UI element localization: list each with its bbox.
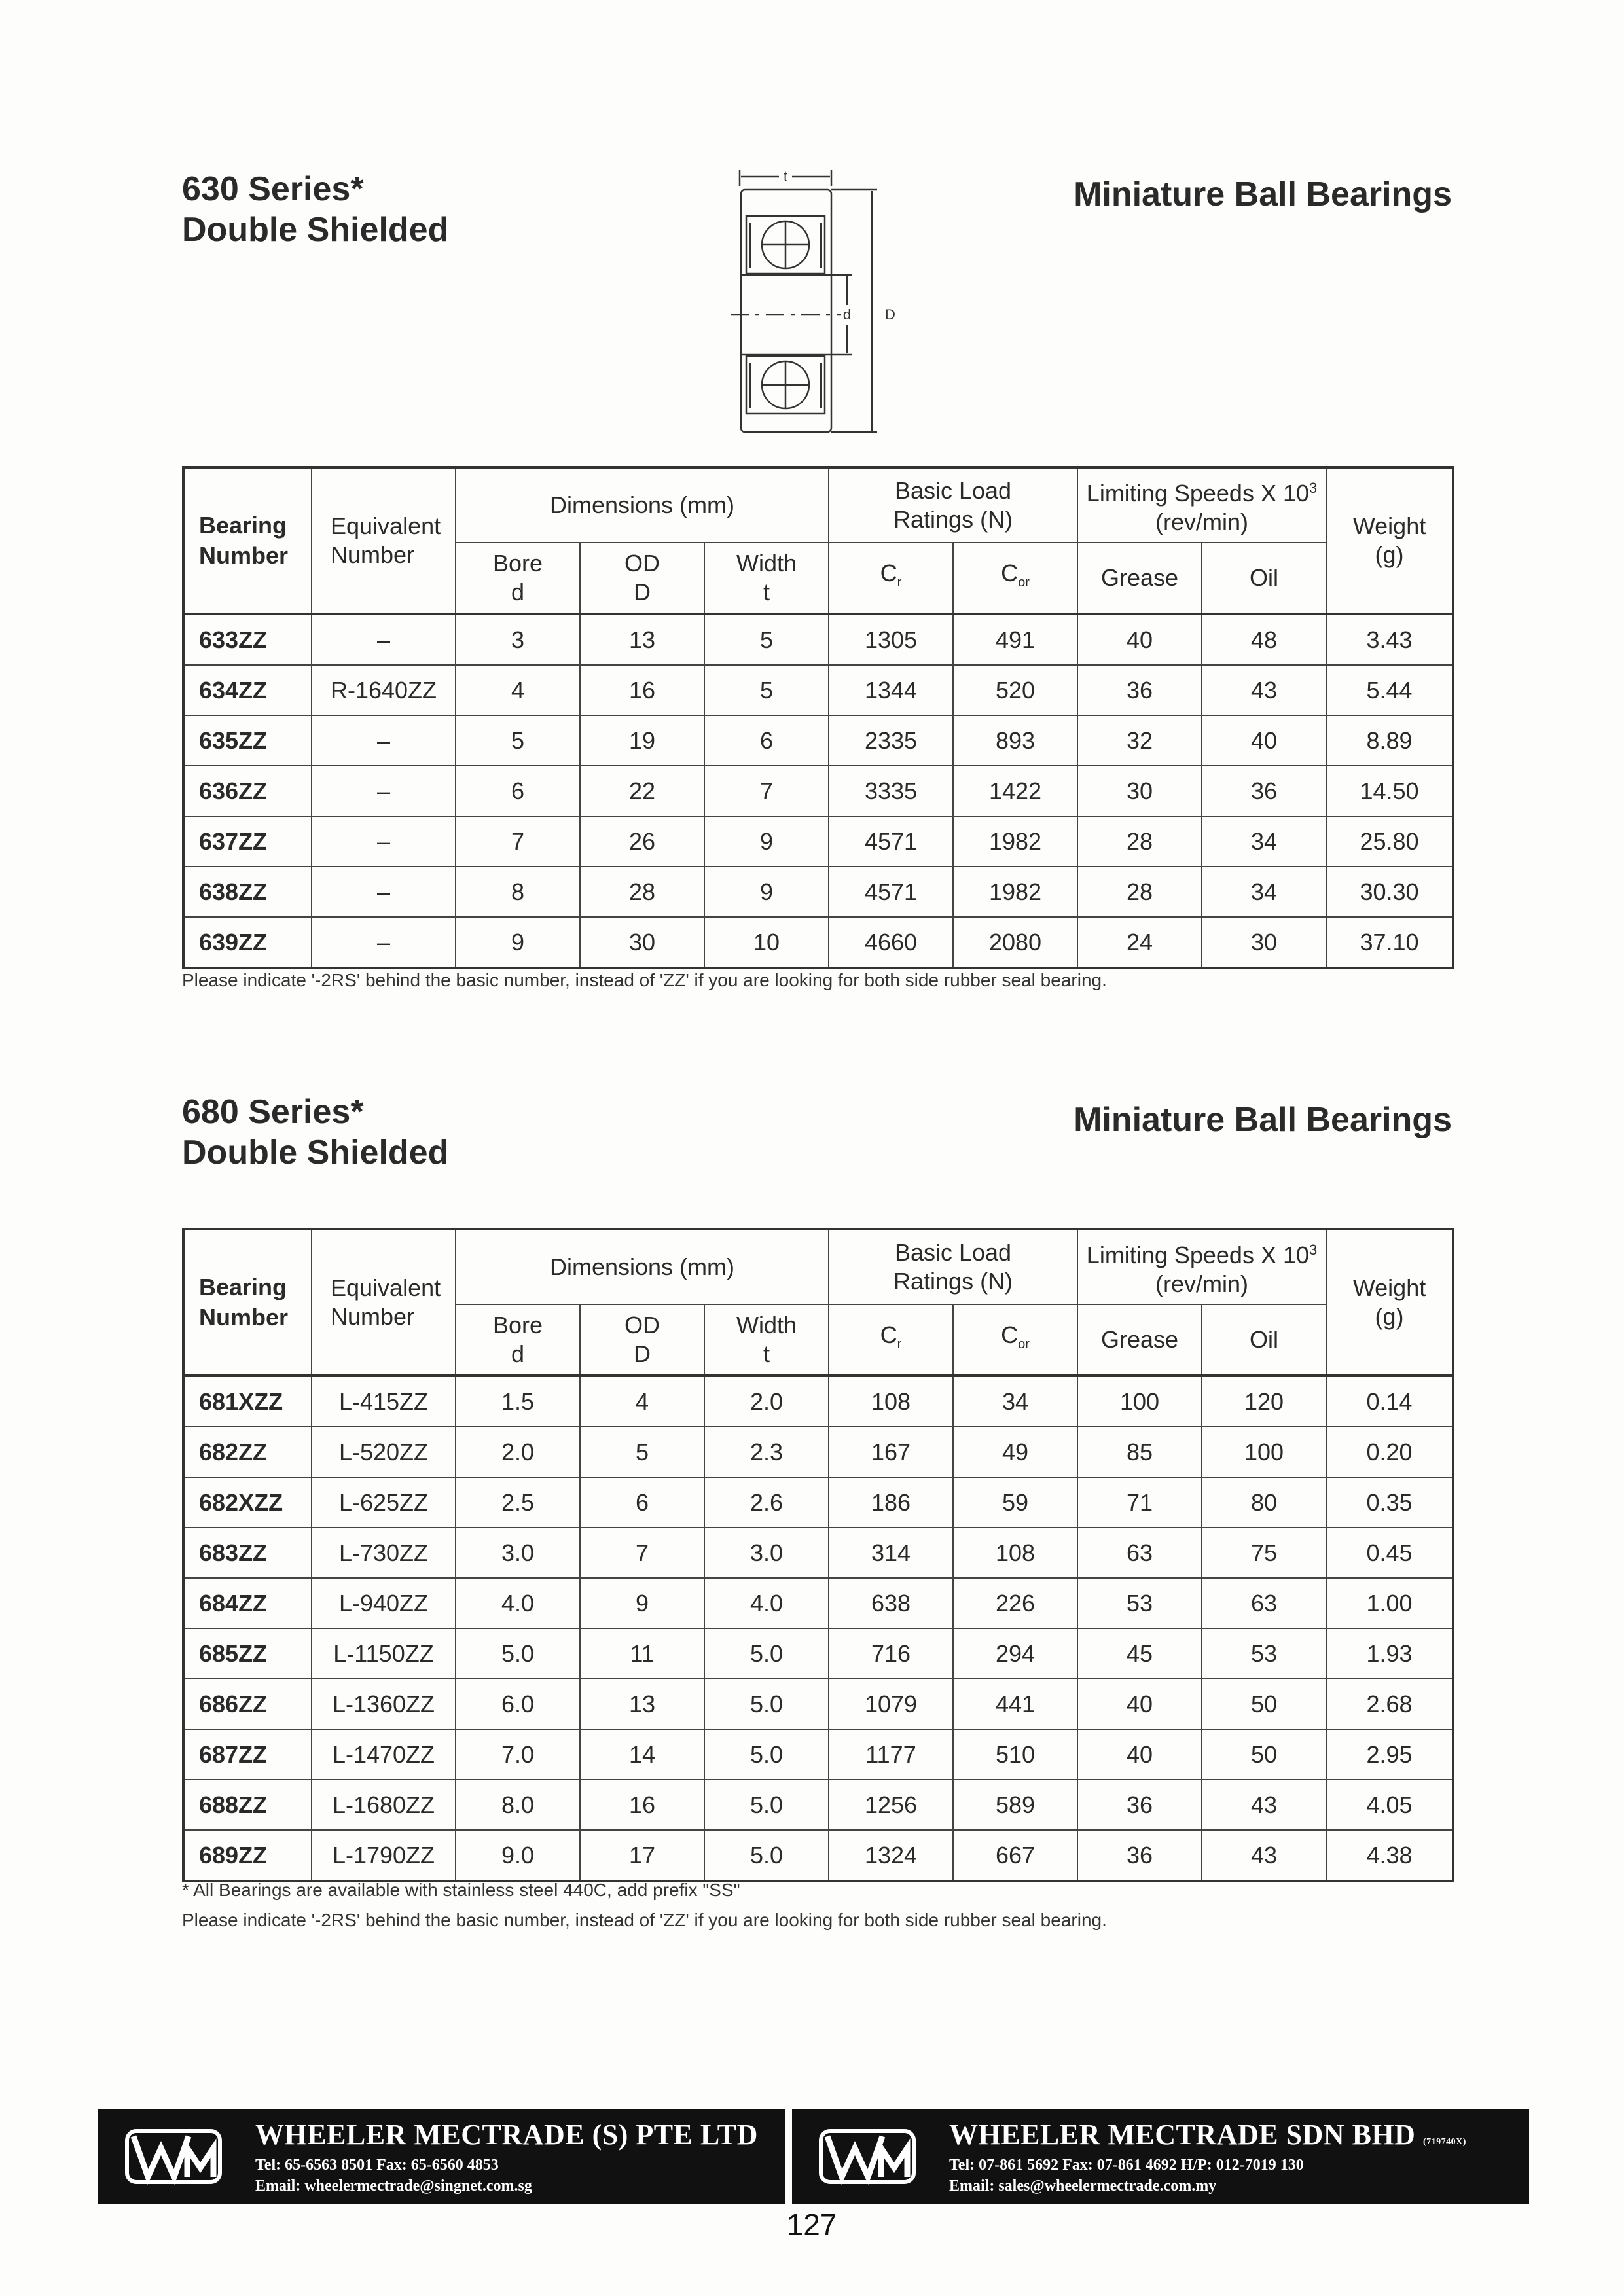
cell-bearing-number: 636ZZ	[183, 766, 312, 816]
header-limiting-speeds: Limiting Speeds X $10^3$ (rev/min)	[1077, 1229, 1326, 1304]
cell-grease: 32	[1077, 715, 1202, 766]
cell-cor: 49	[953, 1427, 1077, 1477]
cell-cr: 167	[829, 1427, 953, 1477]
header-cr: $C_r$	[829, 543, 953, 614]
contact-line-tel-fax: Tel: 07-861 5692 Fax: 07-861 4692 H/P: 012-7019 130	[949, 2157, 1304, 2174]
cell-width: 5	[704, 665, 829, 715]
header-bearing-number: Bearing Number	[183, 1229, 312, 1376]
cell-weight: 5.44	[1326, 665, 1453, 715]
cell-width: 5.0	[704, 1679, 829, 1729]
cell-oil: 34	[1202, 867, 1326, 917]
header-oil: Oil	[1202, 543, 1326, 614]
cell-oil: 43	[1202, 665, 1326, 715]
cell-od: 19	[580, 715, 704, 766]
cell-equivalent-number: –	[312, 816, 456, 867]
table-row	[183, 1528, 1453, 1578]
cell-cr: 1256	[829, 1780, 953, 1830]
cell-bearing-number: 687ZZ	[183, 1729, 312, 1780]
cell-width: 5	[704, 614, 829, 665]
cell-equivalent-number: L-415ZZ	[312, 1376, 456, 1427]
cell-cr: 638	[829, 1578, 953, 1628]
wheeler-mectrade-logo-icon	[124, 2122, 223, 2191]
cell-od: 30	[580, 917, 704, 968]
footer-malaysia	[792, 2109, 1479, 2204]
cell-grease: 85	[1077, 1427, 1202, 1477]
company-registration: (719740X)	[1422, 2137, 1466, 2147]
cell-cr: 3335	[829, 766, 953, 816]
header-cor: $C_{or}$	[953, 1304, 1077, 1376]
cell-cr: 4660	[829, 917, 953, 968]
cell-bearing-number: 634ZZ	[183, 665, 312, 715]
series-title-line2: Double Shielded	[182, 211, 449, 249]
cell-bearing-number: 689ZZ	[183, 1830, 312, 1881]
header-basic-load: Basic Load Ratings (N)	[829, 467, 1077, 543]
cell-grease: 45	[1077, 1628, 1202, 1679]
cell-bearing-number: 682ZZ	[183, 1427, 312, 1477]
header-dimensions: Dimensions (mm)	[456, 467, 829, 543]
cell-bearing-number: 681XZZ	[183, 1376, 312, 1427]
cell-cor: 34	[953, 1376, 1077, 1427]
footer-divider	[785, 2109, 792, 2204]
cell-width: 5.0	[704, 1780, 829, 1830]
header-cr: $C_r$	[829, 1304, 953, 1376]
table-row	[183, 1578, 1453, 1628]
cell-oil: 34	[1202, 816, 1326, 867]
cell-weight: 25.80	[1326, 816, 1453, 867]
note-rubber-seal-630: Please indicate '-2RS' behind the basic number, instead of 'ZZ' if you are looking for both side rubber seal bearing.	[182, 970, 1107, 990]
cell-weight: 30.30	[1326, 867, 1453, 917]
cell-equivalent-number: R-1640ZZ	[312, 665, 456, 715]
cell-bore: 2.0	[456, 1427, 580, 1477]
cell-grease: 63	[1077, 1528, 1202, 1578]
cell-equivalent-number: L-1470ZZ	[312, 1729, 456, 1780]
cell-width: 5.0	[704, 1628, 829, 1679]
cell-cor: 2080	[953, 917, 1077, 968]
cell-bore: 4.0	[456, 1578, 580, 1628]
cell-grease: 40	[1077, 1729, 1202, 1780]
cell-bore: 7.0	[456, 1729, 580, 1780]
category-title-630: Miniature Ball Bearings	[1074, 175, 1452, 213]
cell-width: 5.0	[704, 1729, 829, 1780]
cell-od: 22	[580, 766, 704, 816]
cell-oil: 40	[1202, 715, 1326, 766]
contact-line-email: Email: wheelermectrade@singnet.com.sg	[255, 2178, 532, 2195]
cell-grease: 53	[1077, 1578, 1202, 1628]
wheeler-mectrade-logo-icon	[818, 2122, 916, 2191]
cell-oil: 36	[1202, 766, 1326, 816]
cell-bearing-number: 685ZZ	[183, 1628, 312, 1679]
cell-bore: 6.0	[456, 1679, 580, 1729]
cell-cor: 491	[953, 614, 1077, 665]
header-dimensions: Dimensions (mm)	[456, 1229, 829, 1304]
cell-width: 2.0	[704, 1376, 829, 1427]
cell-equivalent-number: L-1150ZZ	[312, 1628, 456, 1679]
cell-width: 9	[704, 816, 829, 867]
cell-weight: 2.68	[1326, 1679, 1453, 1729]
cell-width: 4.0	[704, 1578, 829, 1628]
cell-bearing-number: 686ZZ	[183, 1679, 312, 1729]
cell-cor: 510	[953, 1729, 1077, 1780]
header-od: OD D	[580, 543, 704, 614]
table-row	[183, 1729, 1453, 1780]
cell-equivalent-number: –	[312, 715, 456, 766]
table-row	[183, 1427, 1453, 1477]
cell-oil: 75	[1202, 1528, 1326, 1578]
cell-od: 13	[580, 614, 704, 665]
cell-equivalent-number: –	[312, 867, 456, 917]
cell-bore: 3	[456, 614, 580, 665]
cell-od: 28	[580, 867, 704, 917]
contact-line-email: Email: sales@wheelermectrade.com.my	[949, 2178, 1217, 2195]
cell-oil: 43	[1202, 1780, 1326, 1830]
cell-oil: 120	[1202, 1376, 1326, 1427]
cell-bore: 6	[456, 766, 580, 816]
cell-equivalent-number: L-940ZZ	[312, 1578, 456, 1628]
cell-weight: 37.10	[1326, 917, 1453, 968]
cell-cr: 1079	[829, 1679, 953, 1729]
series-title-line1: 680 Series*	[182, 1093, 364, 1131]
cell-cor: 294	[953, 1628, 1077, 1679]
cell-cr: 4571	[829, 867, 953, 917]
diagram-label-D: D	[885, 306, 895, 323]
cell-grease: 28	[1077, 867, 1202, 917]
cell-bore: 1.5	[456, 1376, 580, 1427]
cell-bore: 9	[456, 917, 580, 968]
cell-grease: 36	[1077, 1830, 1202, 1881]
spec-table-680	[182, 1228, 1454, 1882]
contact-info-my	[949, 2155, 1304, 2197]
cell-od: 13	[580, 1679, 704, 1729]
cell-cor: 589	[953, 1780, 1077, 1830]
note-rubber-seal-680: Please indicate '-2RS' behind the basic number, instead of 'ZZ' if you are looking for both side rubber seal bearing.	[182, 1910, 1107, 1930]
cell-bearing-number: 637ZZ	[183, 816, 312, 867]
cell-width: 9	[704, 867, 829, 917]
cell-bore: 3.0	[456, 1528, 580, 1578]
series-title-line2: Double Shielded	[182, 1134, 449, 1172]
cell-cor: 59	[953, 1477, 1077, 1528]
cell-grease: 71	[1077, 1477, 1202, 1528]
cell-oil: 53	[1202, 1628, 1326, 1679]
cell-bore: 7	[456, 816, 580, 867]
cell-equivalent-number: L-1790ZZ	[312, 1830, 456, 1881]
cell-bearing-number: 683ZZ	[183, 1528, 312, 1578]
cell-cr: 1305	[829, 614, 953, 665]
cell-weight: 14.50	[1326, 766, 1453, 816]
header-cor: $C_{or}$	[953, 543, 1077, 614]
header-limiting-speeds: Limiting Speeds X $10^3$ (rev/min)	[1077, 467, 1326, 543]
cell-cor: 1422	[953, 766, 1077, 816]
cell-cor: 893	[953, 715, 1077, 766]
cell-cor: 226	[953, 1578, 1077, 1628]
cell-cr: 1177	[829, 1729, 953, 1780]
cell-grease: 24	[1077, 917, 1202, 968]
cell-equivalent-number: L-1680ZZ	[312, 1780, 456, 1830]
cell-width: 10	[704, 917, 829, 968]
cell-bore: 2.5	[456, 1477, 580, 1528]
table-body-680	[183, 1376, 1453, 1881]
cell-cor: 1982	[953, 816, 1077, 867]
cell-od: 26	[580, 816, 704, 867]
cell-bearing-number: 633ZZ	[183, 614, 312, 665]
header-equivalent-number: Equivalent Number	[312, 1229, 456, 1376]
cell-weight: 0.14	[1326, 1376, 1453, 1427]
cell-cr: 716	[829, 1628, 953, 1679]
cell-grease: 30	[1077, 766, 1202, 816]
cell-width: 5.0	[704, 1830, 829, 1881]
table-row	[183, 1780, 1453, 1830]
cell-bearing-number: 635ZZ	[183, 715, 312, 766]
cell-od: 9	[580, 1578, 704, 1628]
cell-weight: 2.95	[1326, 1729, 1453, 1780]
cell-oil: 50	[1202, 1729, 1326, 1780]
cell-bearing-number: 682XZZ	[183, 1477, 312, 1528]
cell-od: 16	[580, 665, 704, 715]
cell-cr: 314	[829, 1528, 953, 1578]
header-weight: Weight (g)	[1326, 467, 1453, 614]
header-weight: Weight (g)	[1326, 1229, 1453, 1376]
cell-cr: 4571	[829, 816, 953, 867]
page-number: 127	[786, 2208, 837, 2242]
cell-bore: 5	[456, 715, 580, 766]
cell-grease: 36	[1077, 1780, 1202, 1830]
cell-equivalent-number: L-730ZZ	[312, 1528, 456, 1578]
series-title-line1: 630 Series*	[182, 170, 364, 208]
cell-equivalent-number: –	[312, 766, 456, 816]
header-bore: Bore d	[456, 1304, 580, 1376]
company-footer	[98, 2109, 1529, 2204]
cell-cor: 441	[953, 1679, 1077, 1729]
header-bearing-number: Bearing Number	[183, 467, 312, 614]
cell-oil: 50	[1202, 1679, 1326, 1729]
cell-cr: 1344	[829, 665, 953, 715]
table-row	[183, 1679, 1453, 1729]
table-row	[183, 1628, 1453, 1679]
diagram-label-d: d	[842, 306, 852, 323]
cell-weight: 0.20	[1326, 1427, 1453, 1477]
cell-oil: 100	[1202, 1427, 1326, 1477]
table-row	[183, 1830, 1453, 1881]
company-name-sg: WHEELER MECTRADE (S) PTE LTD	[255, 2119, 758, 2151]
cell-width: 3.0	[704, 1528, 829, 1578]
header-grease: Grease	[1077, 1304, 1202, 1376]
cell-od: 17	[580, 1830, 704, 1881]
header-bore: Bore d	[456, 543, 580, 614]
cell-weight: 1.00	[1326, 1578, 1453, 1628]
cell-bore: 4	[456, 665, 580, 715]
header-oil: Oil	[1202, 1304, 1326, 1376]
cell-cor: 108	[953, 1528, 1077, 1578]
header-width: Width t	[704, 1304, 829, 1376]
cell-grease: 40	[1077, 1679, 1202, 1729]
footer-singapore	[98, 2109, 785, 2204]
cell-width: 6	[704, 715, 829, 766]
cell-grease: 40	[1077, 614, 1202, 665]
contact-line-tel-fax: Tel: 65-6563 8501 Fax: 65-6560 4853	[255, 2157, 499, 2174]
header-basic-load: Basic Load Ratings (N)	[829, 1229, 1077, 1304]
table-row	[183, 1477, 1453, 1528]
cell-cr: 1324	[829, 1830, 953, 1881]
header-width: Width t	[704, 543, 829, 614]
table-row	[183, 1376, 1453, 1427]
cell-cor: 520	[953, 665, 1077, 715]
cell-od: 6	[580, 1477, 704, 1528]
cell-bore: 9.0	[456, 1830, 580, 1881]
cell-cr: 186	[829, 1477, 953, 1528]
series-title-680	[182, 1092, 448, 1173]
cell-cr: 2335	[829, 715, 953, 766]
cell-od: 11	[580, 1628, 704, 1679]
cell-od: 4	[580, 1376, 704, 1427]
cell-cor: 667	[953, 1830, 1077, 1881]
cell-weight: 0.45	[1326, 1528, 1453, 1578]
cell-grease: 36	[1077, 665, 1202, 715]
cell-oil: 80	[1202, 1477, 1326, 1528]
cell-oil: 30	[1202, 917, 1326, 968]
cell-od: 16	[580, 1780, 704, 1830]
header-equivalent-number: Equivalent Number	[312, 467, 456, 614]
cell-od: 5	[580, 1427, 704, 1477]
cell-bearing-number: 638ZZ	[183, 867, 312, 917]
cell-od: 7	[580, 1528, 704, 1578]
header-od: OD D	[580, 1304, 704, 1376]
company-name-my: WHEELER MECTRADE SDN BHD (719740X)	[949, 2119, 1466, 2151]
cell-weight: 3.43	[1326, 614, 1453, 665]
cell-cr: 108	[829, 1376, 953, 1427]
cell-bore: 5.0	[456, 1628, 580, 1679]
cell-equivalent-number: L-1360ZZ	[312, 1679, 456, 1729]
cell-equivalent-number: L-520ZZ	[312, 1427, 456, 1477]
cell-bore: 8	[456, 867, 580, 917]
cell-bearing-number: 684ZZ	[183, 1578, 312, 1628]
cell-cor: 1982	[953, 867, 1077, 917]
cell-weight: 4.38	[1326, 1830, 1453, 1881]
cell-oil: 63	[1202, 1578, 1326, 1628]
note-stainless-steel: * All Bearings are available with stainless steel 440C, add prefix "SS"	[182, 1880, 740, 1900]
cell-weight: 0.35	[1326, 1477, 1453, 1528]
cell-bore: 8.0	[456, 1780, 580, 1830]
cell-weight: 4.05	[1326, 1780, 1453, 1830]
header-grease: Grease	[1077, 543, 1202, 614]
cell-equivalent-number: –	[312, 614, 456, 665]
cell-bearing-number: 639ZZ	[183, 917, 312, 968]
cell-width: 2.3	[704, 1427, 829, 1477]
category-title-680: Miniature Ball Bearings	[1074, 1101, 1452, 1139]
cell-od: 14	[580, 1729, 704, 1780]
cell-bearing-number: 688ZZ	[183, 1780, 312, 1830]
cell-oil: 43	[1202, 1830, 1326, 1881]
cell-equivalent-number: –	[312, 917, 456, 968]
contact-info-sg	[255, 2155, 532, 2197]
cell-oil: 48	[1202, 614, 1326, 665]
cell-width: 7	[704, 766, 829, 816]
cell-weight: 1.93	[1326, 1628, 1453, 1679]
cell-grease: 100	[1077, 1376, 1202, 1427]
cell-width: 2.6	[704, 1477, 829, 1528]
cell-weight: 8.89	[1326, 715, 1453, 766]
cell-grease: 28	[1077, 816, 1202, 867]
cell-equivalent-number: L-625ZZ	[312, 1477, 456, 1528]
diagram-label-t: t	[783, 168, 788, 185]
